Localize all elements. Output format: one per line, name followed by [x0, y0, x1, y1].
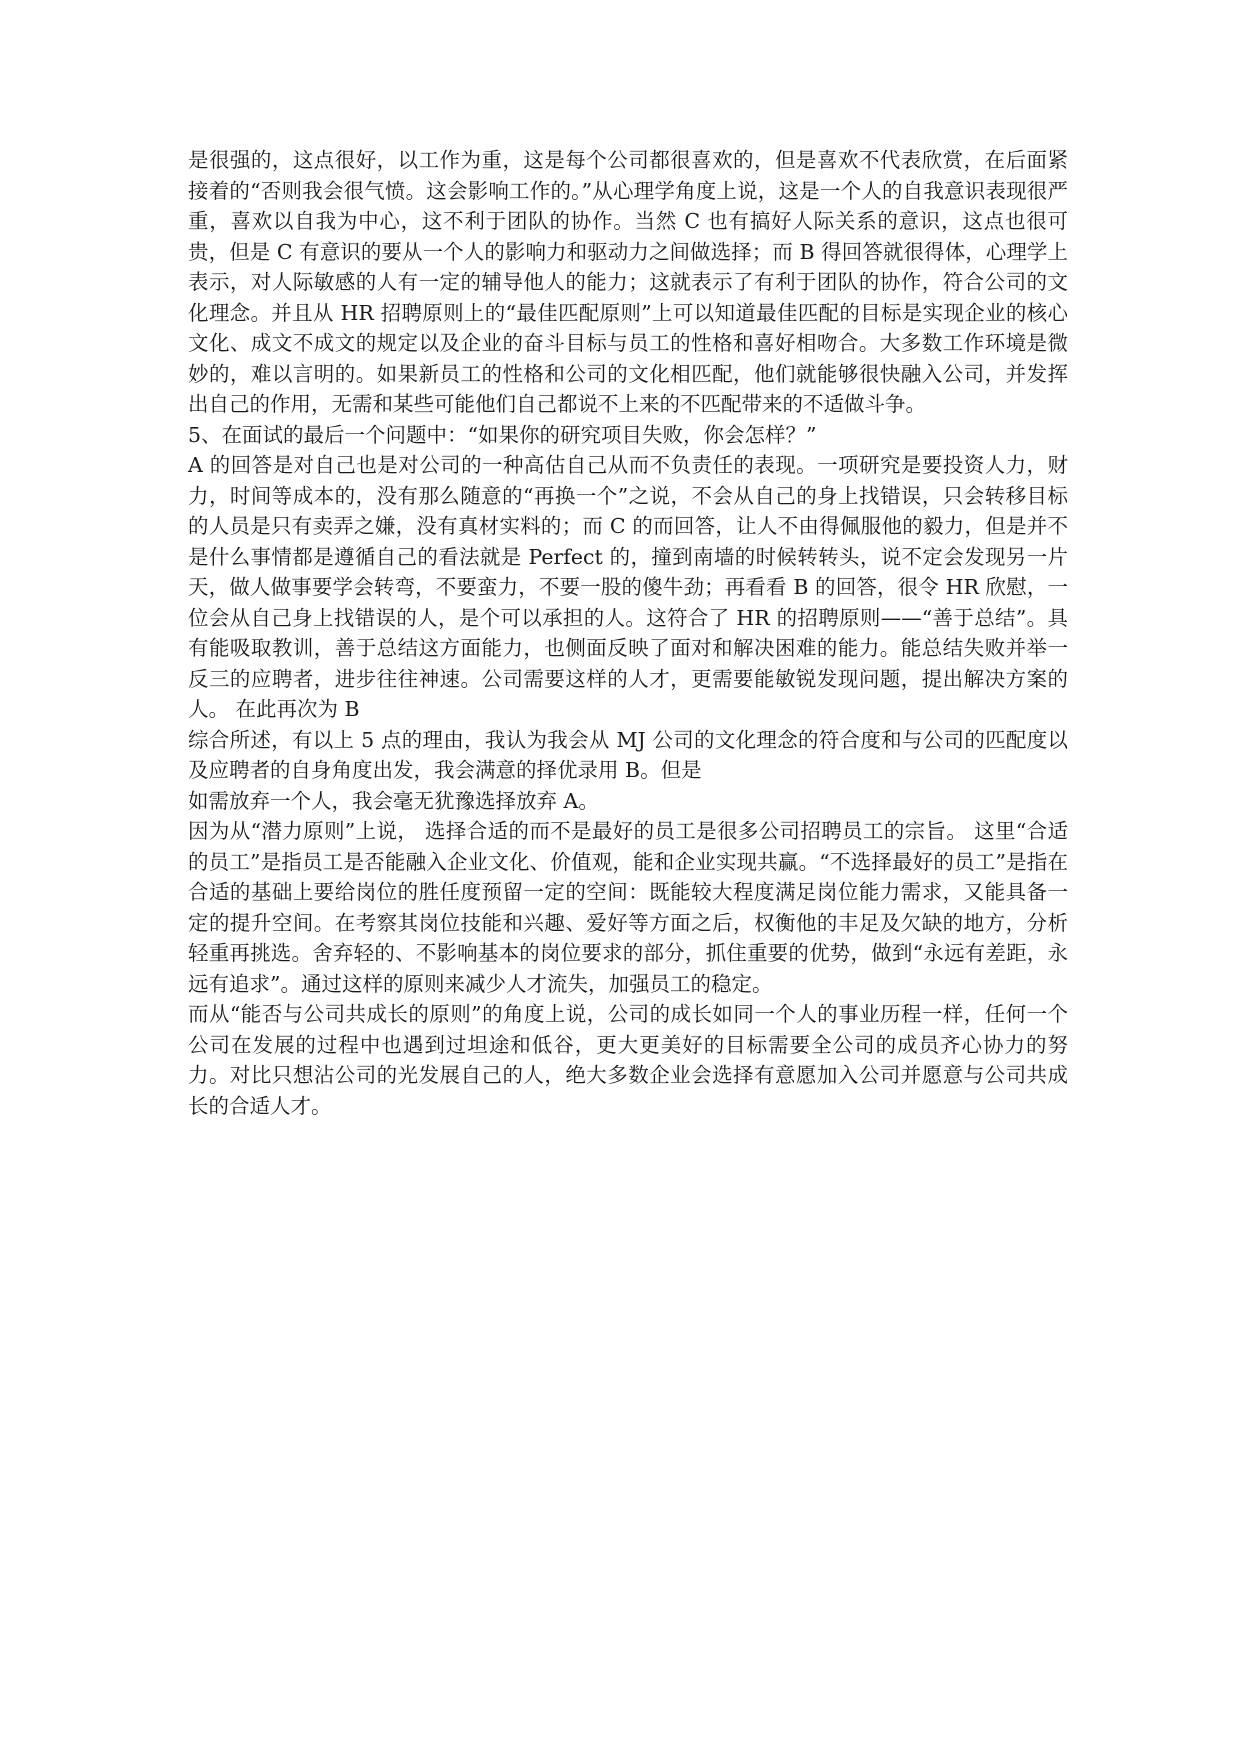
paragraph-answer-analysis: A 的回答是对自己也是对公司的一种高估自己从而不负责任的表现。一项研究是要投资人力，财力，时间等成本的，没有那么随意的“再换一个”之说，不会从自己的身上找错误，只会转移目标的人员是只有卖弄之嫌，没有真材实料的；而 C 的而回答，让人不由得佩服他的毅力，但是并不是什么事情都是遵循自己的看法就是 Perfect 的，撞到南墙的时候转转头，说不定会发现另一片天，做人做事要学会转弯，不要蛮力，不要一股的傻牛劲；再看看 B 的回答，很令 HR 欣慰，一位会从自己身上找错误的人，是个可以承担的人。这符合了 HR 的招聘原则——“善于总结”。具有能吸取教训，善于总结这方面能力，也侧面反映了面对和解决困难的能力。能总结失败并举一反三的应聘者，进步往往神速。公司需要这样的人才，更需要能敏锐发现问题，提出解决方案的人。 在此再次为 B [188, 453, 1068, 721]
paragraph-question-5: 5、在面试的最后一个问题中：“如果你的研究项目失败，你会怎样？” [188, 422, 817, 447]
paragraph-continuation: 是很强的，这点很好，以工作为重，这是每个公司都很喜欢的，但是喜欢不代表欣赏，在后面紧接着的“否则我会很气愤。这会影响工作的。”从心理学角度上说，这是一个人的自我意识表现很严重，喜欢以自我为中心，这不利于团队的协作。当然 C 也有搞好人际关系的意识，这点也很可贵，但是 C 有意识的要从一个人的影响力和驱动力之间做选择；而 B 得回答就很得体，心理学上表示，对人际敏感的人有一定的辅导他人的能力；这就表示了有利于团队的协作，符合公司的文化理念。并且从 HR 招聘原则上的“最佳匹配原则”上可以知道最佳匹配的目标是实现企业的核心文化、成文不成文的规定以及企业的奋斗目标与员工的性格和喜好相吻合。大多数工作环境是微妙的，难以言明的。如果新员工的性格和公司的文化相匹配，他们就能够很快融入公司，并发挥出自己的作用，无需和某些可能他们自己都说不上来的不匹配带来的不适做斗争。 [188, 148, 1068, 416]
document-page [188, 145, 1068, 1121]
paragraph-rejection: 如需放弃一个人，我会毫无犹豫选择放弃 A。 [188, 788, 599, 813]
paragraph-potential-principle: 因为从“潜力原则”上说， 选择合适的而不是最好的员工是很多公司招聘员工的宗旨。 这里“合适的员工”是指员工是否能融入企业文化、价值观，能和企业实现共赢。“不选择最好的员工”是指在合适的基础上要给岗位的胜任度预留一定的空间：既能较大程度满足岗位能力需求，又能具备一定的提升空间。在考察其岗位技能和兴趣、爱好等方面之后，权衡他的丰足及欠缺的地方，分析轻重再挑选。舍弃轻的、不影响基本的岗位要求的部分，抓住重要的优势，做到“永远有差距，永远有追求”。通过这样的原则来减少人才流失，加强员工的稳定。 [188, 819, 1068, 996]
paragraph-summary: 综合所述，有以上 5 点的理由，我认为我会从 MJ 公司的文化理念的符合度和与公司的匹配度以及应聘者的自身角度出发，我会满意的择优录用 B。但是 [188, 727, 1068, 782]
paragraph-growth-principle: 而从“能否与公司共成长的原则”的角度上说，公司的成长如同一个人的事业历程一样，任何一个公司在发展的过程中也遇到过坦途和低谷，更大更美好的目标需要全公司的成员齐心协力的努力。对比只想沾公司的光发展自己的人，绝大多数企业会选择有意愿加入公司并愿意与公司共成长的合适人才。 [188, 1002, 1068, 1118]
